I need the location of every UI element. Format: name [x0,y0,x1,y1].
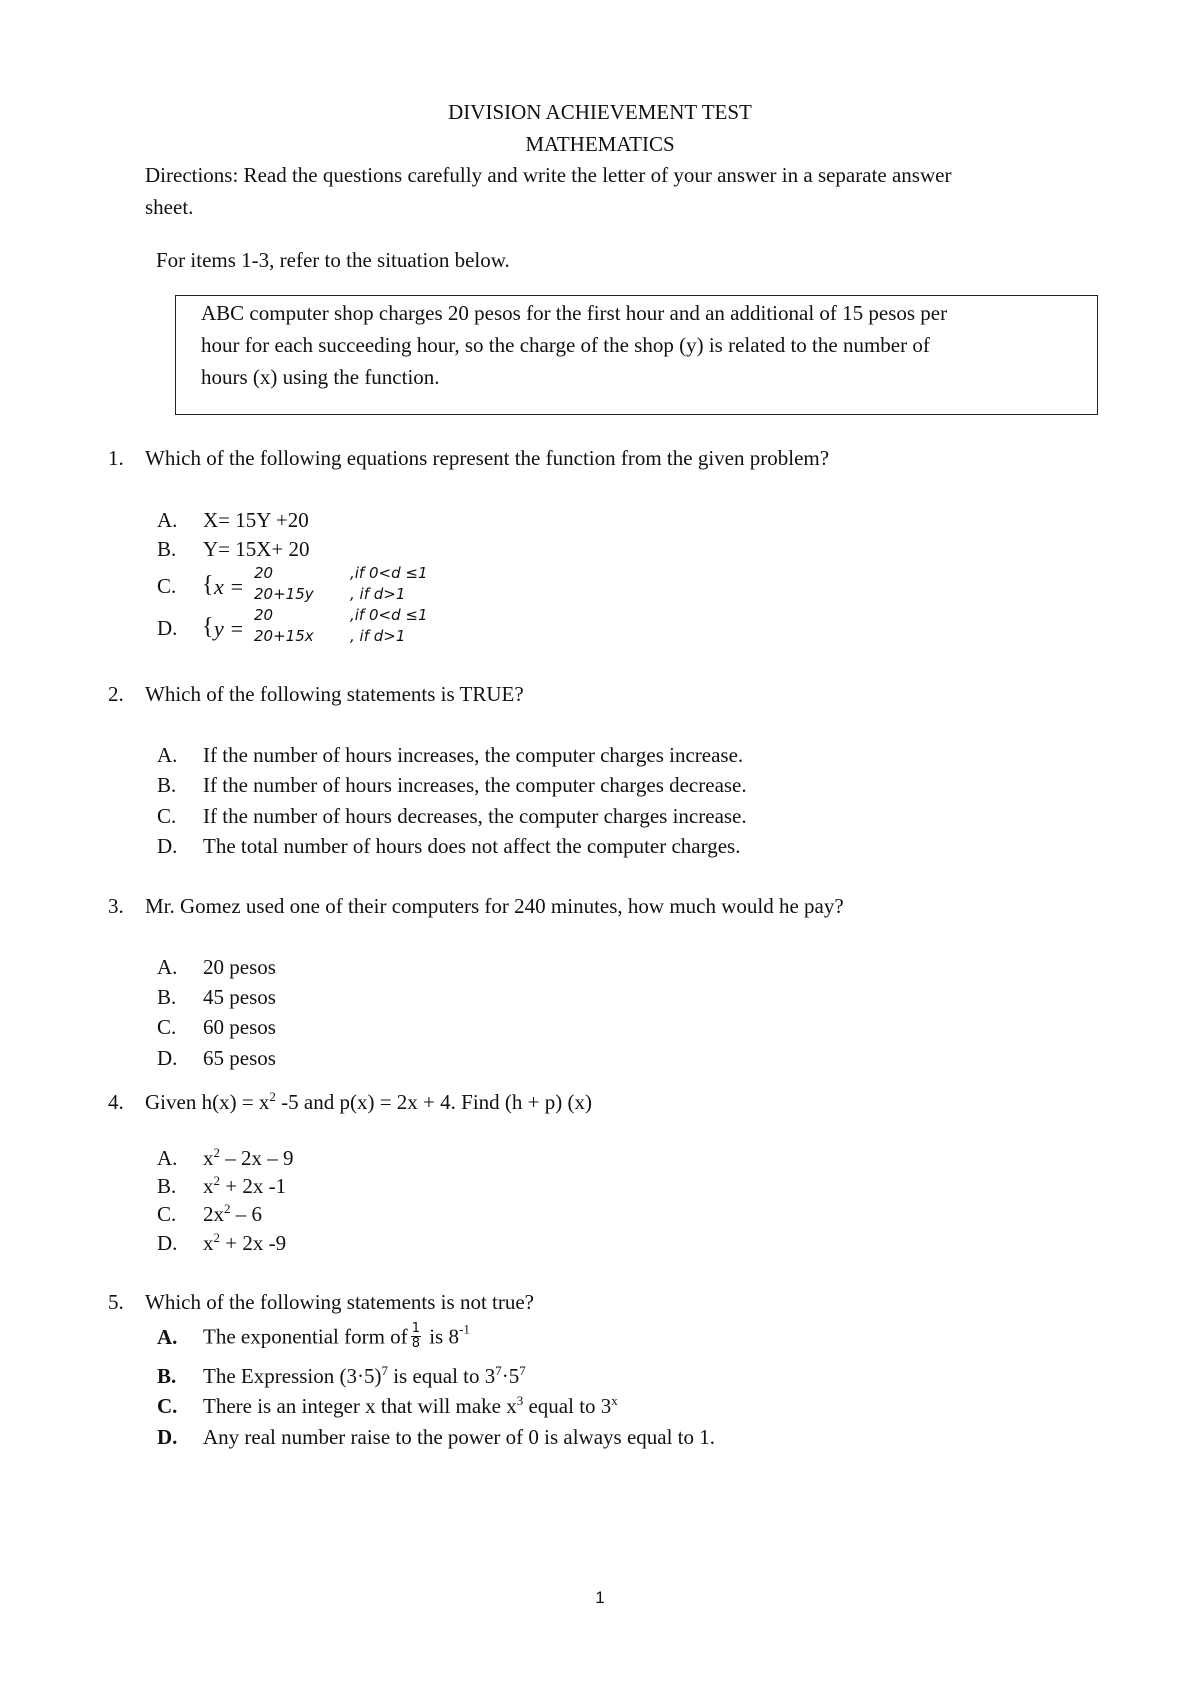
option-letter: B. [157,985,177,1009]
fraction-one-eighth: $\frac{1}{8}$ [411,1321,420,1352]
option-text: Y= 15X+ 20 [203,537,310,561]
option-text: The exponential form of $\frac{1}{8}$ is $8^{-1}$ [203,1321,470,1352]
piecewise-condition: , if d>1 [350,627,406,645]
option-text: 20 pesos [203,955,276,979]
question-number: 3. [108,894,124,918]
piecewise-variable: x = [214,574,245,599]
piecewise-top: 20 [254,564,274,582]
option-letter: D. [157,834,178,858]
option-text: 45 pesos [203,985,276,1009]
option-text: Any real number raise to the power of 0 is always equal to 1. [203,1425,716,1449]
question-text: Given $h(x) = x^2$ -5 and p(x) = 2x + 4. Find (h + p) (x) [145,1089,592,1114]
option-letter: D. [157,616,178,640]
option-letter: A. [157,1146,178,1170]
option-letter: C. [157,574,177,598]
option-text: If the number of hours decreases, the computer charges increase. [203,804,747,828]
question-text: Mr. Gomez used one of their computers for 240 minutes, how much would he pay? [145,894,844,918]
question-number: 2. [108,682,124,706]
option-letter: D. [157,1046,178,1070]
option-text: $2x^2 - 6$ [203,1201,262,1226]
option-text: X= 15Y +20 [203,508,309,532]
page-number: 1 [595,1588,605,1607]
option-text: 60 pesos [203,1015,276,1039]
test-subject: MATHEMATICS [525,132,675,156]
option-letter: C. [157,1394,178,1418]
option-text: $x^2 - 2x - 9$ [203,1145,294,1170]
situation-intro: For items 1-3, refer to the situation below. [156,248,510,272]
piecewise-condition: , if d>1 [350,585,406,603]
question-number: 5. [108,1290,124,1314]
option-letter: C. [157,804,177,828]
piecewise-variable: y = [214,616,245,641]
piecewise-bottom: 20+15x [254,627,314,645]
option-text: 65 pesos [203,1046,276,1070]
question-text: Which of the following equations represent the function from the given problem? [145,446,830,470]
option-text: $x^2 + 2x$ -9 [203,1230,287,1255]
option-letter: A. [157,955,178,979]
option-text: If the number of hours increases, the computer charges decrease. [203,773,747,797]
option-text: If the number of hours increases, the computer charges increase. [203,743,744,767]
piecewise-top: 20 [254,606,274,624]
brace-symbol: { [202,572,214,598]
piecewise-condition: ,if 0<d ≤1 [350,564,428,582]
question-number: 4. [108,1090,124,1114]
option-text: There is an integer x that will make $x^3$ equal to 3$^x$ [203,1393,618,1418]
test-title: DIVISION ACHIEVEMENT TEST [448,100,752,124]
situation-line-3: hours (x) using the function. [201,365,440,389]
option-letter: B. [157,773,177,797]
brace-symbol: { [202,614,214,640]
option-letter: B. [157,537,177,561]
option-letter: B. [157,1174,177,1198]
option-letter: D. [157,1425,178,1449]
option-text: The total number of hours does not affect the computer charges. [203,834,741,858]
option-letter: A. [157,743,178,767]
option-text: The Expression $(3\cdot 5)^7$ is equal to $3^7\cdot 5^7$ [203,1363,526,1388]
directions-line-2: sheet. [145,195,194,219]
option-letter: C. [157,1202,177,1226]
option-letter: D. [157,1231,178,1255]
option-letter: A. [157,508,178,532]
piecewise-bottom: 20+15y [254,585,314,603]
question-text: Which of the following statements is not true? [145,1290,534,1314]
option-text: $x^2 + 2x$ -1 [203,1173,287,1198]
directions-line-1: Directions: Read the questions carefully and write the letter of your answer in a separate answer [145,163,952,187]
option-letter: B. [157,1364,177,1388]
option-letter: A. [157,1325,178,1349]
option-letter: C. [157,1015,177,1039]
situation-line-1: ABC computer shop charges 20 pesos for the first hour and an additional of 15 pesos per [201,301,948,325]
piecewise-condition: ,if 0<d ≤1 [350,606,428,624]
question-text: Which of the following statements is TRUE? [145,682,524,706]
question-number: 1. [108,446,124,470]
situation-line-2: hour for each succeeding hour, so the charge of the shop (y) is related to the number of [201,333,930,357]
